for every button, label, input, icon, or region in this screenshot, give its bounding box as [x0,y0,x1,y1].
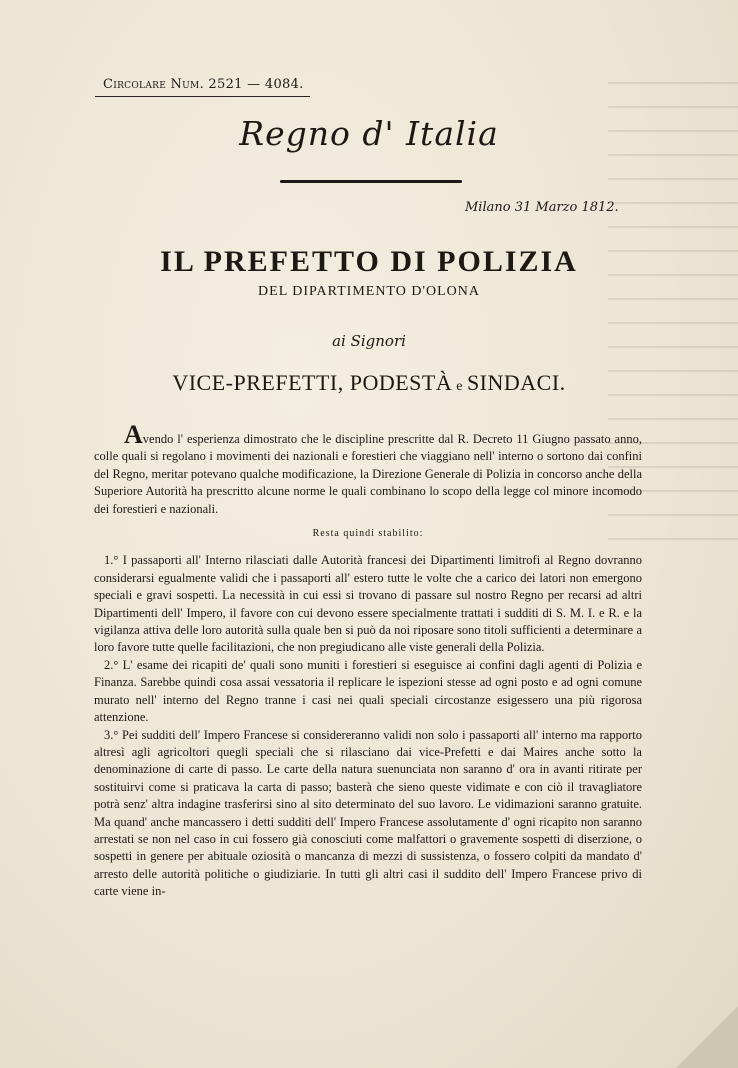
recipients-heading [0,370,738,396]
section-heading: Resta quindi stabilito: [312,528,424,540]
paragraph-3: 3.° Pei sudditi dell' Impero Francese si considereranno validi non solo i passaporti all' interno ma rapporto altresì agli agricoltori quegli speciali che si rilasciano dai vice-Prefetti e dai Maires anche sotto la denominazione di carte di passo. Le carte della natura suenunciata non saranno d' ora in avanti ritirate per sostituirvi come si praticava la carta di passo; basterà che sieno queste vidimate e con ciò il travagliatore potrà senz' altra indagine trasferirsi sino al sito determinato del suo lavoro. Le vidimazioni saranno gratuite. Ma quand' anche mancassero i detti sudditi dell' Impero Francese assolutamente d' ogni ricapito non saranno arrestati se non nel caso in cui fossero già conosciuti come malfattori o gravemente sospetti di diserzione, o sospetti in genere per abituale oziosità o mancanza di mezzi di sussistenza, o fossero colpiti da mandato d' arresto delle autorità politiche o giudiziarie. In tutti gli altri casi il suddito dell' Impero Francese privo di carte viene in- [94,727,642,899]
paragraph-1: 1.° I passaporti all' Interno rilasciati dalle Autorità francesi dei Dipartimenti limitrofi al Regno dovranno considerarsi egualmente validi che i passaporti all' estero tutte le volte che a carico dei latori non emergono speciali e gravi sospetti. La necessità in cui essi si trovano di passare sul nostro Regno per recarsi ad altri Dipartimenti dell' Impero, il favore con cui devono essere specialmente trattati i sudditi di S. M. I. e R. e la vigilanza attiva delle loro autorità sulla quale ben si può da noi riposare sono titoli sufficienti a determinare a loro favore tutte quelle facilitazioni, che non pregiudicano alle viste generali della Polizia. [94,553,642,655]
recipients-conjunction: e [452,379,467,394]
intro-paragraph [94,420,642,518]
document-body [94,420,642,901]
document-date: Milano 31 Marzo 1812. [465,200,619,215]
recipients-part-b: SINDACI. [466,370,566,395]
intro-text: vendo l' esperienza dimostrato che le discipline prescritte dal R. Decreto 11 Giugno passato anno, colle quali si regolano i movimenti dei nazionali e forestieri che viaggiano nell' interno o sortono dai confini del Regno, meritar potevano qualche modificazione, la Direzione Generale di Polizia in concorso anche della Superiore Autorità ha prescritto alcune norme le quali combinano lo scopo della legge col minore incomodo dei forestieri e nazionali. [94,432,642,516]
paragraph-2: 2.° L' esame dei ricapiti de' quali sono muniti i forestieri si eseguisce ai confini dagli agenti di Polizia e Finanza. Sarebbe quindi cosa assai vessatoria il replicare le ispezioni stesse ad ogni posto e ad ogni comune murato nell' interno del Regno tranne i casi nei quali speciali circostanze esigessero una più rigorosa attenzione. [94,657,642,725]
recipients-part-a: VICE-PREFETTI, PODESTÀ [172,370,453,395]
document-subtitle: DEL DIPARTIMENTO D'OLONA [258,284,480,299]
intro-initial: A [124,420,143,449]
folded-corner [676,1006,738,1068]
circolare-number: Circolare Num. 2521 — 4084. [103,77,304,92]
addressee-line: ai Signori [332,332,406,350]
document-title: IL PREFETTO DI POLIZIA [160,245,578,278]
heading-rule [280,180,462,183]
circolare-underline [95,96,310,97]
kingdom-heading: Regno d' Italia [239,114,499,153]
